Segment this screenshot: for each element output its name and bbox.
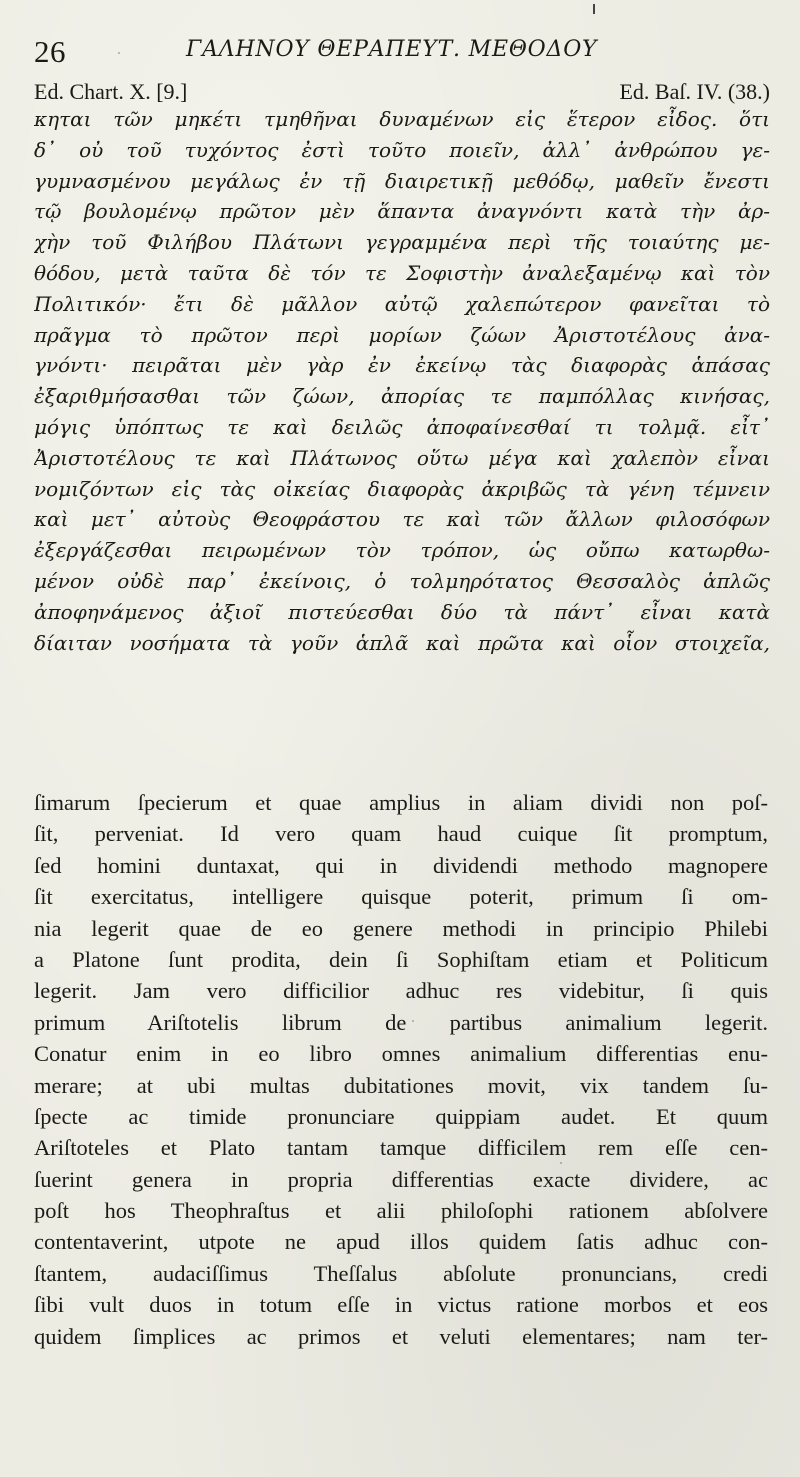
latin-text-block [34, 787, 768, 1352]
greek-line: ἐξαριθμήσασθαι τῶν ζώων, ἀπορίας τε παμπόλλας κινήσας, [34, 384, 770, 409]
greek-line: θόδου, μετὰ ταῦτα δὲ τόν τε Σοφιστὴν ἀναλεξαμένῳ καὶ τὸν [34, 260, 770, 285]
greek-line: Πολιτικόν· ἔτι δὲ μᾶλλον αὐτῷ χαλεπώτερον φανεῖται τὸ [34, 291, 770, 316]
latin-line: primum Ariſtotelis librum de partibus animalium legerit. [34, 1009, 768, 1035]
page-number: 26 [34, 34, 66, 69]
greek-line: μένον οὐδὲ παρ᾽ ἐκείνοις, ὁ τολμηρότατος Θεσσαλὸς ἁπλῶς [34, 568, 770, 593]
edition-chartier-ref: Ed. Chart. X. [9.] [34, 79, 188, 104]
latin-line: legerit. Jam vero difficilior adhuc res videbitur, ſi quis [34, 978, 768, 1004]
print-mark [593, 4, 595, 14]
greek-line: νομιζόντων εἰς τὰς οἰκείας διαφορὰς ἀκριβῶς τὰ γένη τέμνειν [34, 476, 770, 501]
greek-text-block [34, 104, 770, 658]
paper-speck [560, 1162, 562, 1164]
running-title: ΓΑΛΗΝΟΥ ΘΕΡΑΠΕΥΤ. ΜΕΘΟΔΟΥ [186, 37, 598, 62]
latin-line: ſibi vult duos in totum eſſe in victus ratione morbos et eos [34, 1292, 768, 1318]
latin-line: poſt hos Theophraſtus et alii philoſophi rationem abſolvere [34, 1198, 768, 1224]
latin-line: Ariſtoteles et Plato tantam tamque difficilem rem eſſe cen- [34, 1135, 768, 1161]
latin-line: Conatur enim in eo libro omnes animalium differentias enu- [34, 1041, 768, 1067]
greek-line: τῷ βουλομένῳ πρῶτον μὲν ἅπαντα ἀναγνόντι κατὰ τὴν ἀρ- [34, 199, 770, 224]
greek-line: δίαιταν νοσήματα τὰ γοῦν ἁπλᾶ καὶ πρῶτα καὶ οἷον στοιχεῖα, [34, 630, 770, 655]
latin-line: ſed homini duntaxat, qui in dividendi methodo magnopere [34, 852, 768, 878]
paper-speck [412, 1020, 414, 1022]
latin-line: merare; at ubi multas dubitationes movit, vix tandem ſu- [34, 1072, 768, 1098]
greek-line: πρᾶγμα τὸ πρῶτον περὶ μορίων ζώων Ἀριστοτέλους ἀνα- [34, 322, 770, 347]
greek-line: καὶ μετ᾽ αὐτοὺς Θεοφράστου τε καὶ τῶν ἄλλων φιλοσόφων [34, 507, 770, 532]
page-header [34, 30, 774, 70]
latin-line: ſpecte ac timide pronunciare quippiam audet. Et quum [34, 1103, 768, 1129]
latin-line: quidem ſimplices ac primos et veluti elementares; nam ter- [34, 1323, 768, 1349]
latin-line: ſit exercitatus, intelligere quisque poterit, primum ſi om- [34, 884, 768, 910]
latin-line: ſtantem, audaciſſimus Theſſalus abſolute pronuncians, credi [34, 1260, 768, 1286]
edition-basel-ref: Ed. Baſ. IV. (38.) [619, 79, 770, 104]
latin-line: contentaverint, utpote ne apud illos quidem ſatis adhuc con- [34, 1229, 768, 1255]
greek-line: δ᾽ οὐ τοῦ τυχόντος ἐστὶ τοῦτο ποιεῖν, ἀλλ᾽ ἀνθρώπου γε- [34, 137, 770, 162]
greek-line: μόγις ὑπόπτως τε καὶ δειλῶς ἀποφαίνεσθαί τι τολμᾷ. εἶτ᾽ [34, 414, 770, 439]
greek-line: γυμνασμένου μεγάλως ἐν τῇ διαιρετικῇ μεθόδῳ, μαθεῖν ἔνεστι [34, 168, 770, 193]
edition-references [34, 78, 770, 106]
latin-line: nia legerit quae de eo genere methodi in principio Philebi [34, 915, 768, 941]
greek-line: γνόντι· πειρᾶται μὲν γὰρ ἐν ἐκείνῳ τὰς διαφορὰς ἁπάσας [34, 353, 770, 378]
greek-line: Ἀριστοτέλους τε καὶ Πλάτωνος οὕτω μέγα καὶ χαλεπὸν εἶναι [34, 445, 770, 470]
latin-line: ſit, perveniat. Id vero quam haud cuique ſit promptum, [34, 821, 768, 847]
paper-speck [118, 52, 120, 54]
greek-line: χὴν τοῦ Φιλήβου Πλάτωνι γεγραμμένα περὶ τῆς τοιαύτης με- [34, 230, 770, 255]
greek-line: ἀποφηνάμενος ἀξιοῖ πιστεύεσθαι δύο τὰ πάντ᾽ εἶναι κατὰ [34, 599, 770, 624]
latin-line: ſuerint genera in propria differentias exacte dividere, ac [34, 1166, 768, 1192]
latin-line: ſimarum ſpecierum et quae amplius in aliam dividi non poſ- [34, 790, 768, 815]
bleed-through-text [600, 752, 800, 778]
greek-line: κηται τῶν μηκέτι τμηθῆναι δυναμένων εἰς ἕτερον εἶδος. ὅτι [34, 107, 770, 131]
latin-line: a Platone ſunt prodita, dein ſi Sophiſtam etiam et Politicum [34, 946, 768, 972]
greek-line: ἐξεργάζεσθαι πειρωμένων τὸν τρόπον, ὡς οὔπω κατωρθω- [34, 538, 770, 563]
